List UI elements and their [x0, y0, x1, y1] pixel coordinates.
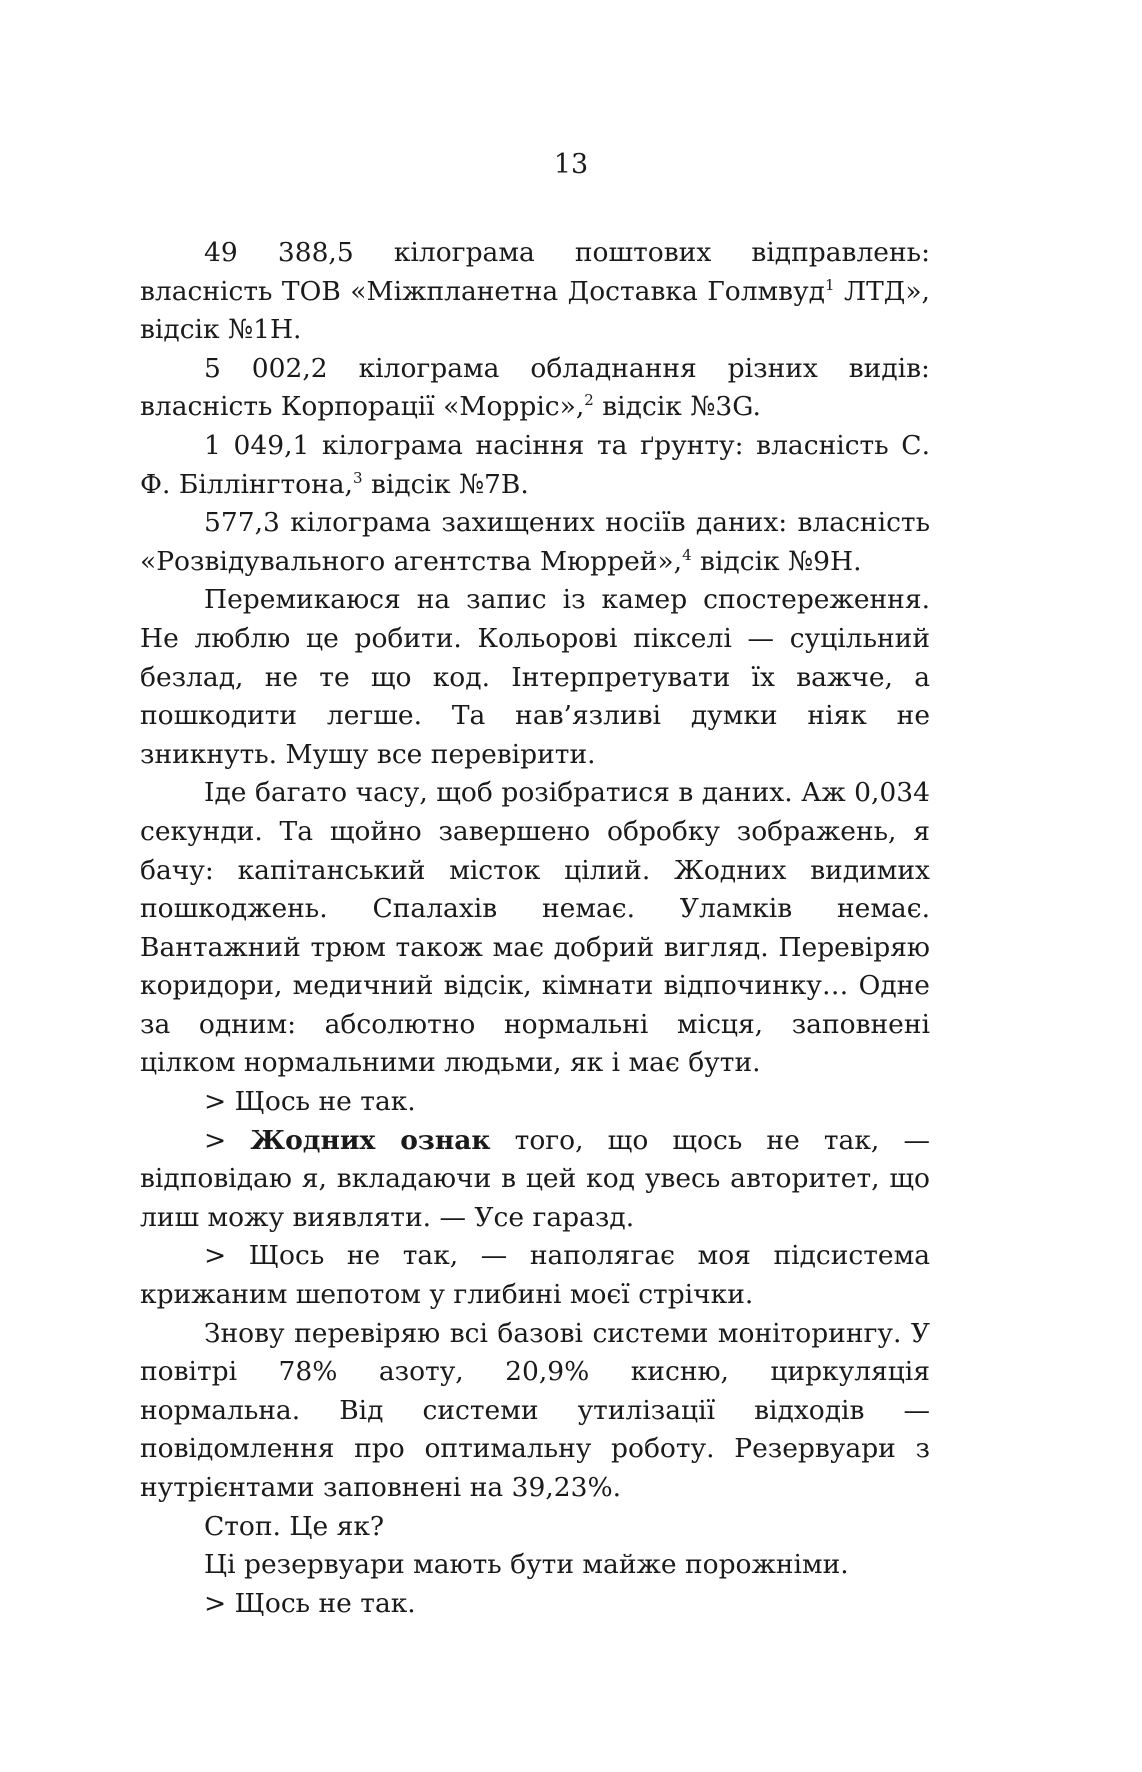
footnote-ref: 3: [352, 468, 363, 487]
paragraph-text: відсік №7B.: [362, 468, 529, 500]
footnote-ref: 1: [825, 275, 835, 294]
paragraph-cargo-3: [140, 427, 930, 504]
paragraph-text: 1 049,1 кілограма насіння та ґрунту: власність С. Ф. Біллінгтона,: [140, 429, 930, 500]
paragraph-cargo-2: [140, 350, 930, 427]
paragraph-text: 577,3 кілограма захищених носіїв даних: власність «Розвідувального агентства Мюррей»,: [140, 507, 930, 577]
paragraph-cargo-1: [140, 234, 930, 350]
paragraph: Перемикаюся на запис із камер спостереження. Не люблю це робити. Кольорові пікселі — суцільний безлад, не те що код. Інтерпретувати їх важче, а пошкодити легше. Та нав’язливі думки ніяк не зникнуть. Мушу все перевірити.: [140, 584, 930, 770]
paragraph-cargo-4: [140, 504, 930, 581]
paragraph-text: >: [204, 1124, 251, 1156]
paragraph: Стоп. Це як?: [204, 1510, 385, 1542]
paragraph-text: відсік №9H.: [691, 545, 862, 577]
paragraph-text: ЛТД», відсік №1H.: [140, 275, 930, 346]
paragraph: Іде багато часу, щоб розібратися в даних. Аж 0,034 секунди. Та щойно завершено обробку зображень, я бачу: капітанський місток цілий. Жодних видимих пошкоджень. Спалахів немає. Уламків немає. Вантажний трюм також має добрий вигляд. Перевіряю коридори, медичний відсік, кімнати відпочинку… Одне за одним: абсолютно нормальні місця, заповнені цілком нормальними людьми, як і має бути.: [140, 777, 930, 1079]
paragraph: Ці резервуари мають бути майже порожніми.: [204, 1549, 849, 1581]
paragraph-text: відсік №3G.: [593, 391, 761, 423]
paragraph-text: 5 002,2 кілограма обладнання різних видів: власність Корпорації «Морріс»,: [140, 352, 930, 423]
paragraph-text: 49 388,5 кілограма поштових відправлень: власність ТОВ «Міжпланетна Доставка Голмвуд: [140, 237, 930, 307]
paragraph-code-reply: [140, 1122, 930, 1238]
page-number: 13: [553, 149, 589, 180]
paragraph-code-line: > Щось не так, — наполягає моя підсистема крижаним шепотом у глибині моєї стрічки.: [140, 1240, 930, 1311]
paragraph-text: того, що щось не так, — відповідаю я, вкладаючи в цей код увесь авторитет, що лиш можу виявляти. — Усе гаразд.: [140, 1124, 930, 1233]
paragraph: Знову перевіряю всі базові системи моніторингу. У повітрі 78% азоту, 20,9% кисню, циркуляція нормальна. Від системи утилізації відходів — повідомлення про оптимальну роботу. Резервуари з нутрієнтами заповнені на 39,23%.: [140, 1317, 930, 1503]
paragraph-code-line: > Щось не так.: [204, 1587, 416, 1619]
footnote-ref: 2: [584, 391, 594, 410]
body-text: [140, 234, 930, 1623]
paragraph-code-line: > Щось не так.: [204, 1086, 416, 1118]
footnote-ref: 4: [682, 545, 692, 564]
bold-phrase: Жодних ознак: [250, 1124, 491, 1156]
